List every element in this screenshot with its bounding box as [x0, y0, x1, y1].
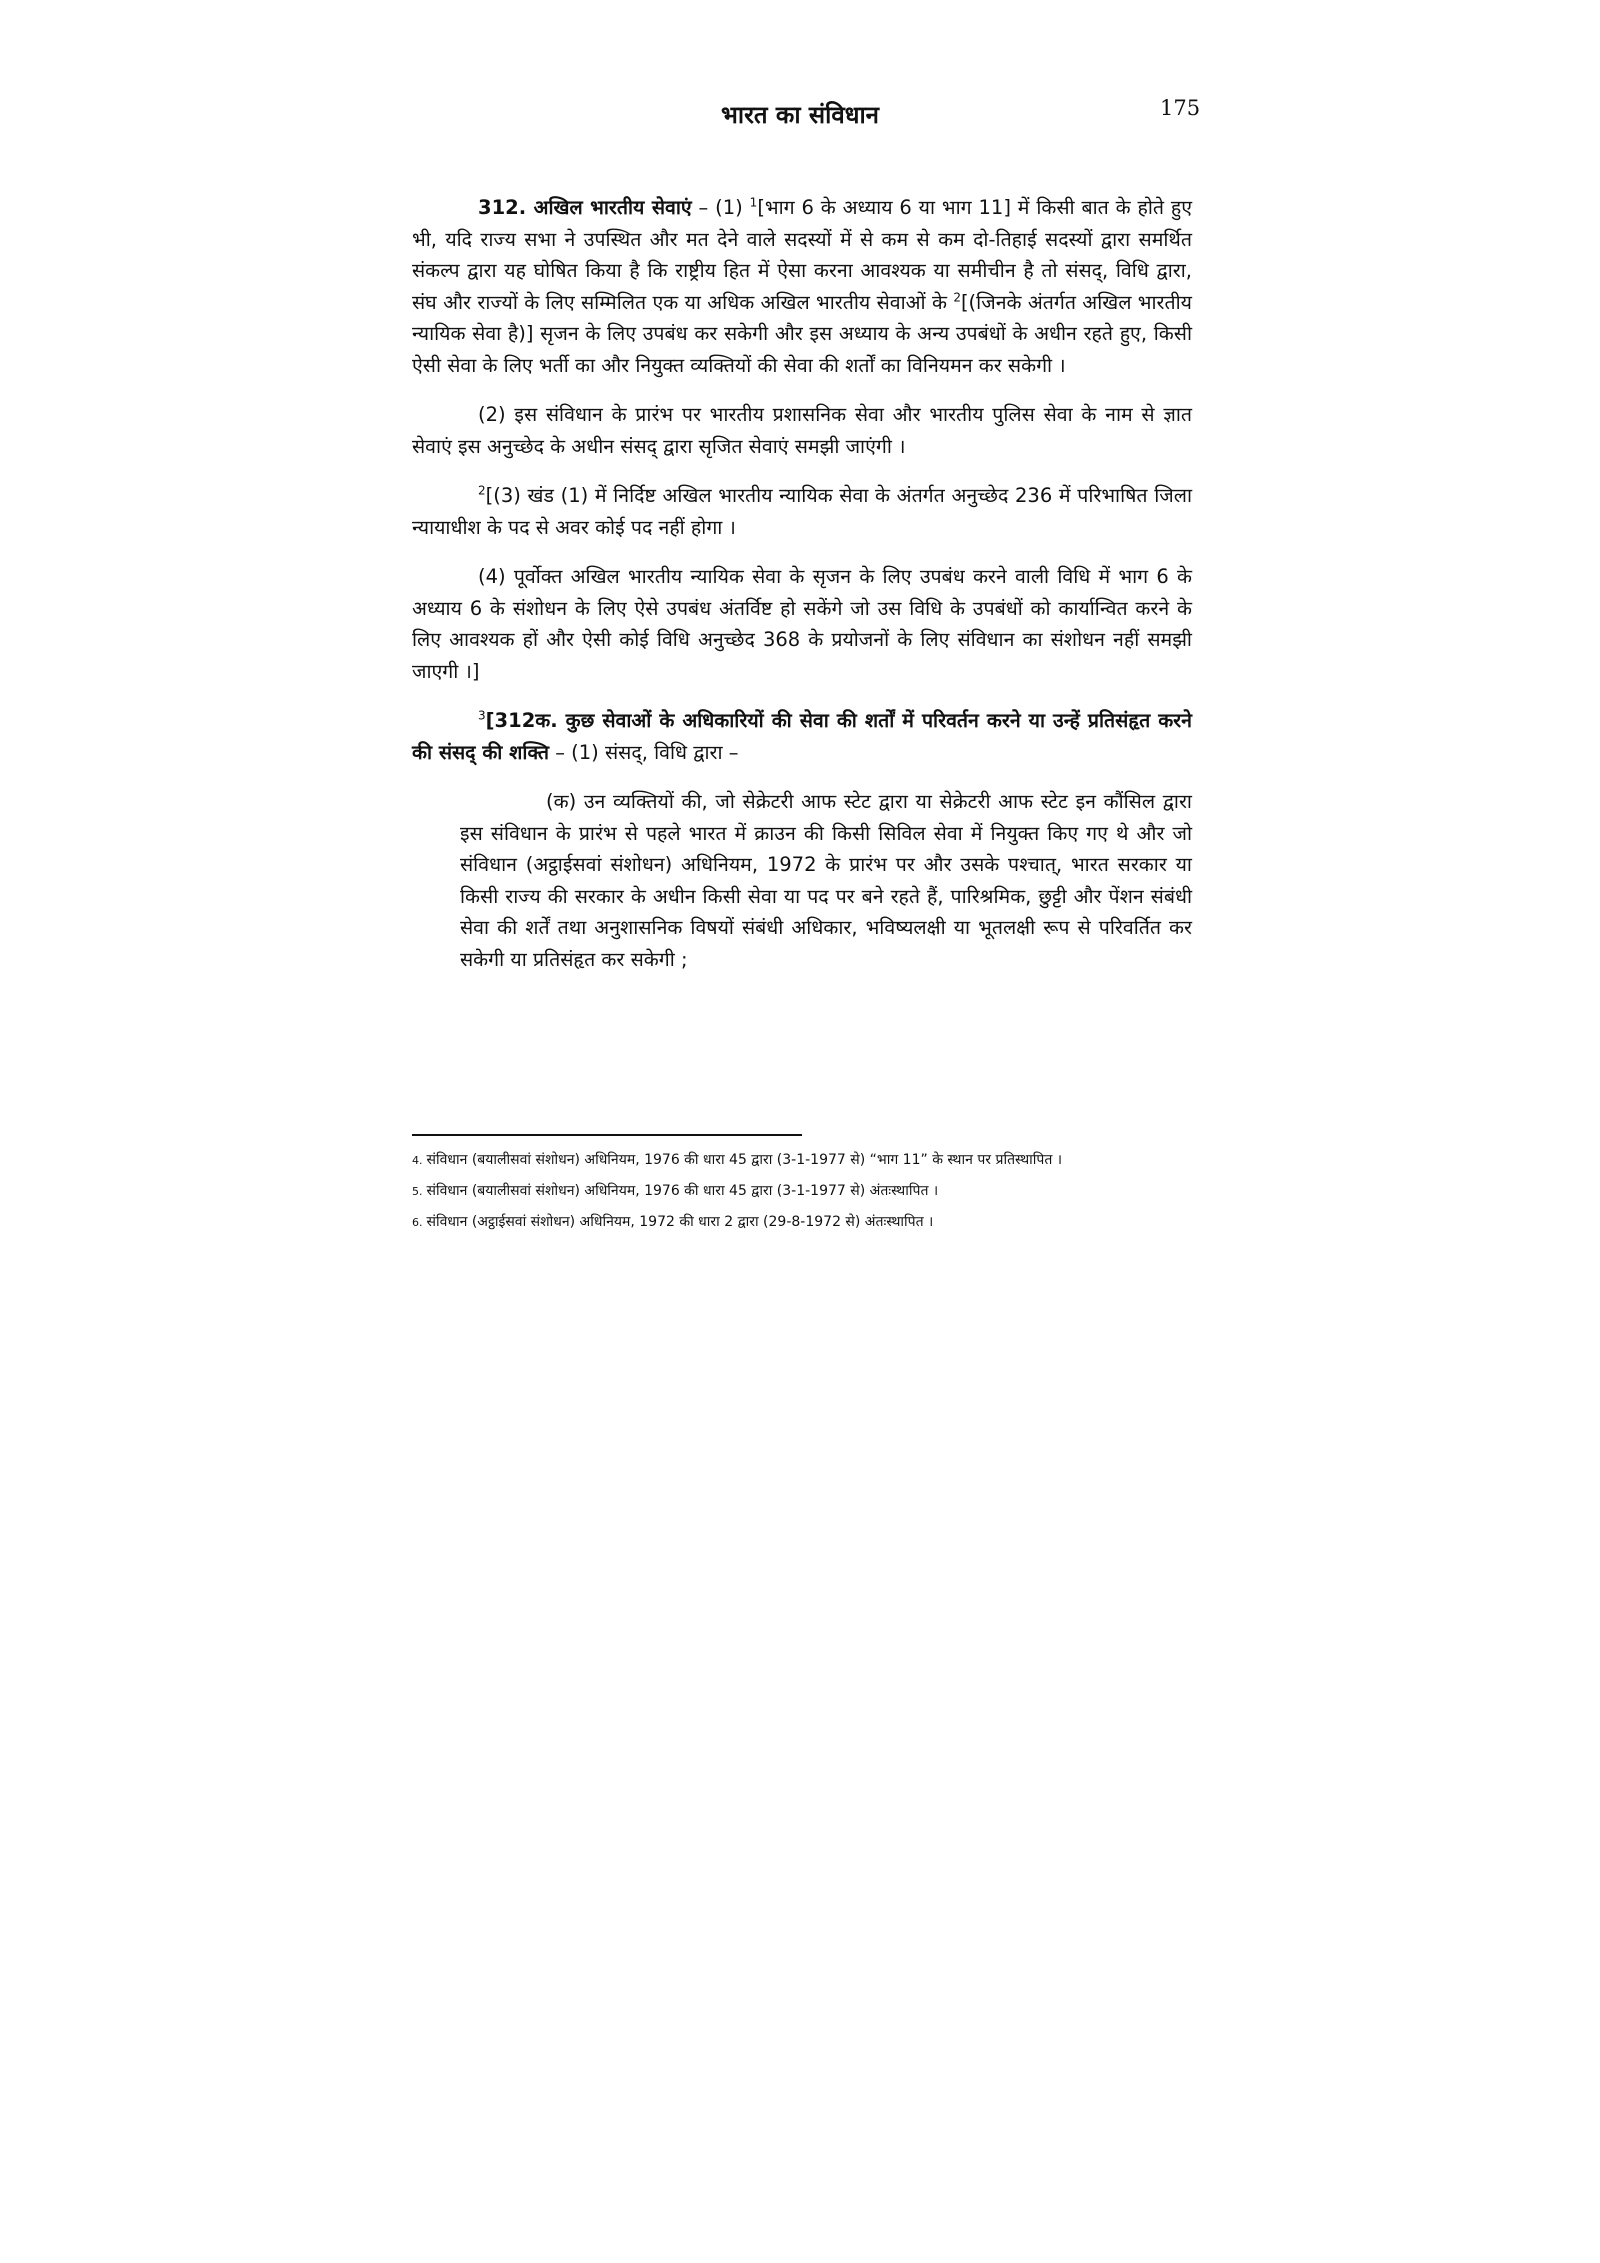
article-312a-heading: [312क. कुछ सेवाओं के अधिकारियों की सेवा की शर्तों में परिवर्तन करने या उन्हें प्रतिसंहृत करने की संसद् की शक्ति [412, 709, 1192, 764]
article-312-clause-2: (2) इस संविधान के प्रारंभ पर भारतीय प्रशासनिक सेवा और भारतीय पुलिस सेवा के नाम से ज्ञात सेवाएं इस अनुच्छेद के अधीन संसद् द्वारा सृजित सेवाएं समझी जाएंगी । [412, 403, 1192, 458]
article-312a-subclause-a: (क) उन व्यक्तियों की, जो सेक्रेटरी आफ स्टेट द्वारा या सेक्रेटरी आफ स्टेट इन कौंसिल द्वारा इस संविधान के प्रारंभ से पहले भारत में क्राउन की किसी सिविल सेवा में नियुक्त किए गए थे और जो संविधान (अट्ठाईसवां संशोधन) अधिनियम, 1972 के प्रारंभ पर और उसके पश्चात्, भारत सरकार या किसी राज्य की सरकार के अधीन किसी सेवा या पद पर बने रहते हैं, पारिश्रमिक, छुट्टी और पेंशन संबंधी सेवा की शर्तें तथा अनुशासनिक विषयों संबंधी अधिकार, भविष्यलक्षी या भूतलक्षी रूप से परिवर्तित कर सकेगी या प्रतिसंहृत कर सकेगी ; [460, 790, 1192, 971]
clause-text: – (1) संसद्, विधि द्वारा – [549, 740, 739, 764]
footnote-ref: 2 [478, 483, 486, 498]
article-body [412, 192, 1192, 993]
page-header [0, 92, 1600, 132]
clause-text: – (1) [691, 196, 750, 219]
article-312-clause-3 [412, 480, 1192, 543]
footnote-text: संविधान (बयालीसवां संशोधन) अधिनियम, 1976 की धारा 45 द्वारा (3-1-1977 से) अंतःस्थापित । [426, 1183, 939, 1199]
clause-text: [(3) खंड (1) में निर्दिष्ट अखिल भारतीय न्यायिक सेवा के अंतर्गत अनुच्छेद 236 में परिभाषित जिला न्यायाधीश के पद से अवर कोई पद नहीं होगा । [412, 484, 1192, 539]
footnote-text: संविधान (अट्ठाईसवां संशोधन) अधिनियम, 1972 की धारा 2 द्वारा (29-8-1972 से) अंतःस्थापित । [426, 1214, 934, 1230]
page-title: भारत का संविधान [720, 101, 880, 129]
footnote-text: संविधान (बयालीसवां संशोधन) अधिनियम, 1976 की धारा 45 द्वारा (3-1-1977 से) “भाग 11” के स्थान पर प्रतिस्थापित । [426, 1152, 1063, 1168]
article-312-clause-4: (4) पूर्वोक्त अखिल भारतीय न्यायिक सेवा के सृजन के लिए उपबंध करने वाली विधि में भाग 6 के अध्याय 6 के संशोधन के लिए ऐसे उपबंध अंतर्विष्ट हो सकेंगे जो उस विधि के उपबंधों को कार्यान्वित करने के लिए आवश्यक हों और ऐसी कोई विधि अनुच्छेद 368 के प्रयोजनों के लिए संविधान का संशोधन नहीं समझी जाएगी ।] [412, 565, 1192, 683]
article-312-heading: 312. अखिल भारतीय सेवाएं [478, 196, 692, 219]
footnote-ref: 2 [953, 290, 961, 304]
footnote-number: 6. [412, 1216, 423, 1229]
footnote-item [412, 1210, 1192, 1235]
page-number: 175 [1160, 96, 1201, 120]
article-312-clause-1 [412, 192, 1192, 381]
clause-text: [(जिनके अंतर्गत अखिल भारतीय न्यायिक सेवा है)] सृजन के लिए उपबंध कर सकेगी और इस अध्याय के अन्य उपबंधों के अधीन रहते हुए, किसी ऐसी सेवा के लिए भर्ती का और नियुक्त व्यक्तियों की सेवा की शर्तों का विनियमन कर सकेगी । [412, 290, 1192, 377]
footnote-number: 4. [412, 1154, 423, 1167]
footnote-ref: 1 [749, 195, 758, 210]
clause-text: [भाग 6 के अध्याय 6 या भाग 11] में किसी बात के होते हुए भी, यदि राज्य सभा ने उपस्थित और मत देने वाले सदस्यों में से कम से कम दो-तिहाई सदस्यों द्वारा समर्थित संकल्प द्वारा यह घोषित किया है कि राष्ट्रीय हित में ऐसा करना आवश्यक या समीचीन है तो संसद्, विधि द्वारा, संघ और राज्यों के लिए सम्मिलित एक या अधिक अखिल भारतीय सेवाओं के [412, 196, 1193, 314]
footnote-item [412, 1148, 1192, 1173]
footnote-number: 5. [412, 1185, 423, 1198]
footnote-divider [412, 1134, 802, 1136]
footnotes [412, 1148, 1192, 1241]
footnote-item [412, 1179, 1192, 1204]
footnote-ref: 3 [478, 708, 486, 723]
article-312a-clause-1 [412, 705, 1192, 768]
